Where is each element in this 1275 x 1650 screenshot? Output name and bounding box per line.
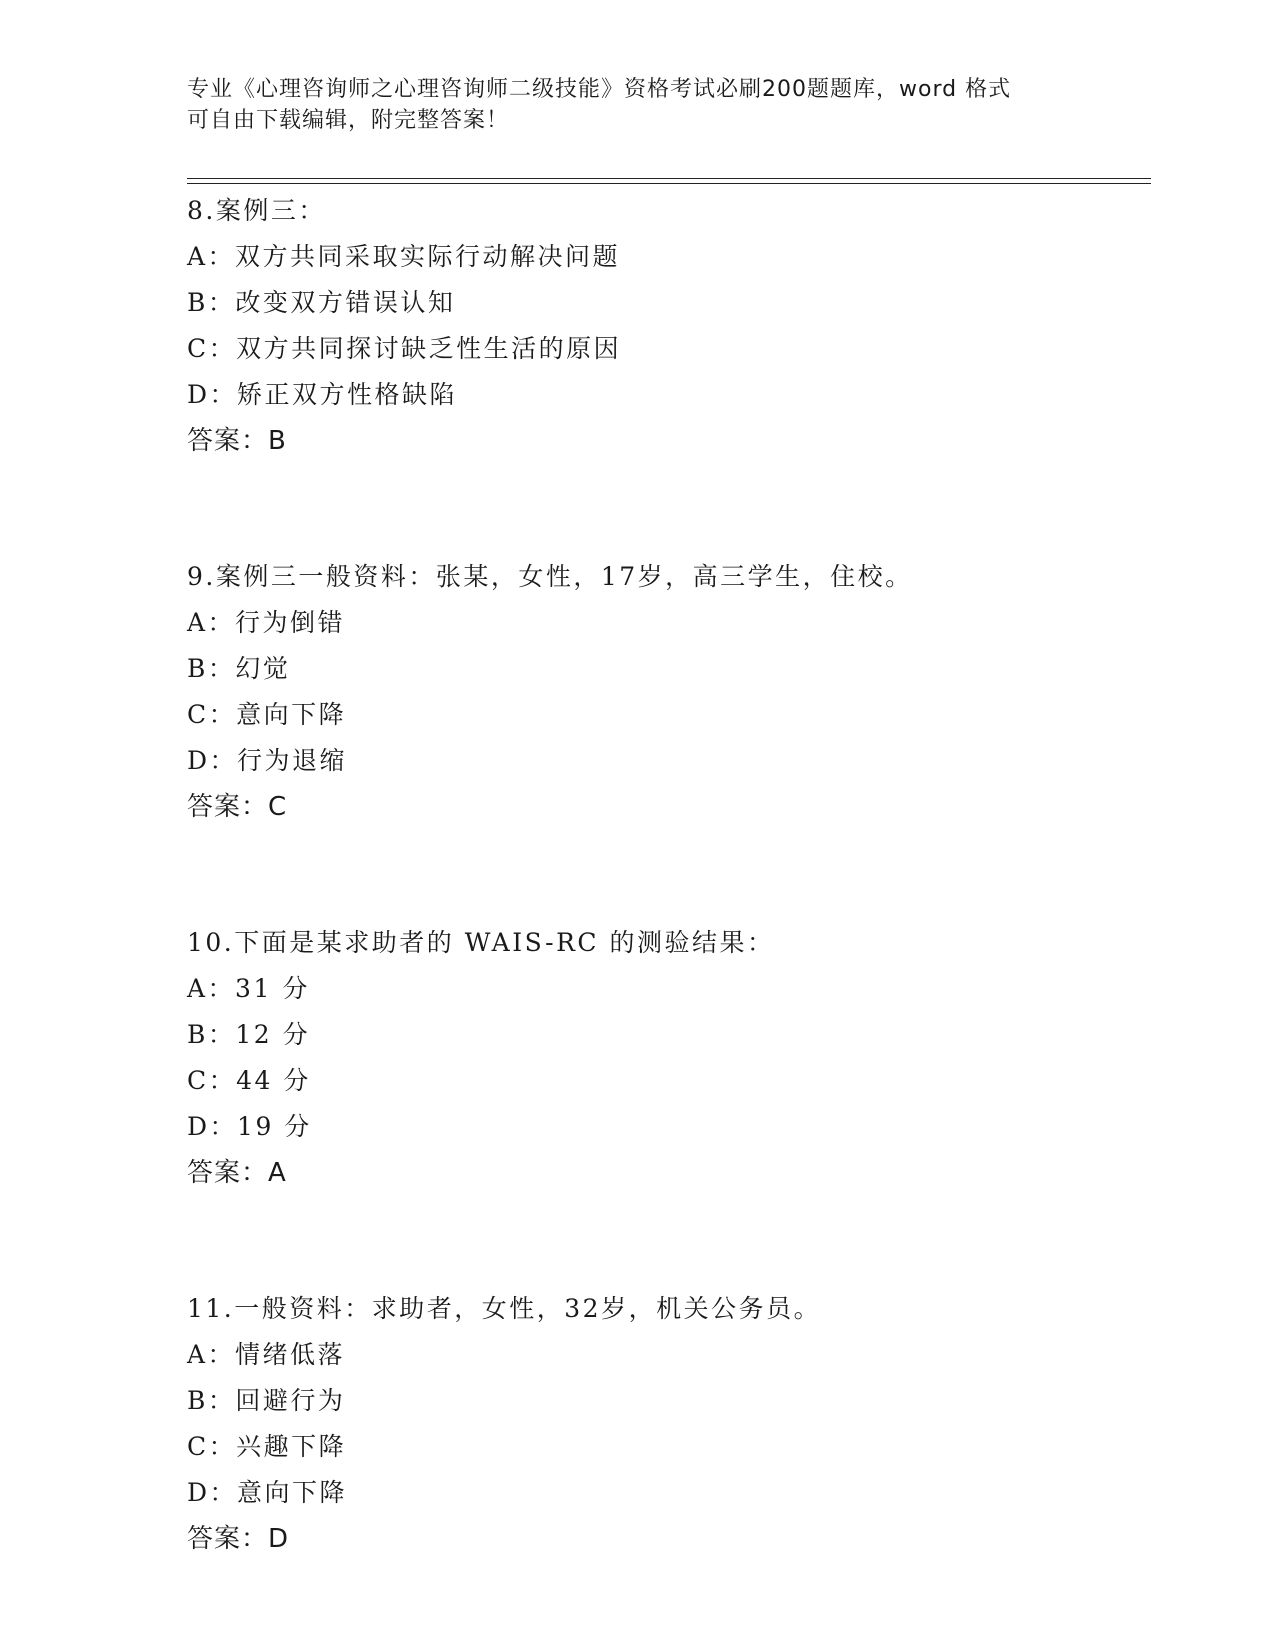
question-stem: 10.下面是某求助者的 WAIS-RC 的测验结果： [187, 928, 775, 957]
question-stem: 11.一般资料：求助者，女性，32岁，机关公务员。 [187, 1294, 822, 1323]
question-10 [187, 920, 1147, 1196]
option-a: A：情绪低落 [187, 1340, 346, 1369]
question-stem: 9.案例三一般资料：张某，女性，17岁，高三学生，住校。 [187, 562, 913, 591]
header-line-1: 专业《心理咨询师之心理咨询师二级技能》资格考试必刷200题题库，word 格式 [187, 77, 1012, 102]
answer-line: 答案：C [187, 792, 288, 822]
header-divider-top [187, 178, 1151, 179]
option-a: A：双方共同采取实际行动解决问题 [187, 242, 621, 271]
question-stem: 8.案例三： [187, 196, 326, 225]
answer-line: 答案：A [187, 1158, 287, 1188]
option-b: B：改变双方错误认知 [187, 288, 456, 317]
header-line-2: 可自由下载编辑，附完整答案！ [187, 108, 510, 133]
answer-line: 答案：B [187, 426, 287, 456]
option-a: A：行为倒错 [187, 608, 346, 637]
option-a: A：31 分 [187, 974, 310, 1003]
option-b: B：回避行为 [187, 1386, 346, 1415]
option-b: B：幻觉 [187, 654, 291, 683]
question-11 [187, 1286, 1147, 1562]
question-8 [187, 188, 1147, 464]
option-d: D：意向下降 [187, 1478, 348, 1507]
option-c: C：意向下降 [187, 700, 347, 729]
option-c: C：兴趣下降 [187, 1432, 347, 1461]
option-d: D：19 分 [187, 1112, 312, 1141]
question-9 [187, 554, 1147, 830]
option-c: C：44 分 [187, 1066, 311, 1095]
answer-line: 答案：D [187, 1524, 290, 1554]
option-d: D：行为退缩 [187, 746, 348, 775]
header-divider-bottom [187, 183, 1151, 184]
option-b: B：12 分 [187, 1020, 311, 1049]
option-d: D：矫正双方性格缺陷 [187, 380, 458, 409]
document-header [187, 74, 1087, 136]
option-c: C：双方共同探讨缺乏性生活的原因 [187, 334, 622, 363]
question-list [187, 188, 1147, 1562]
